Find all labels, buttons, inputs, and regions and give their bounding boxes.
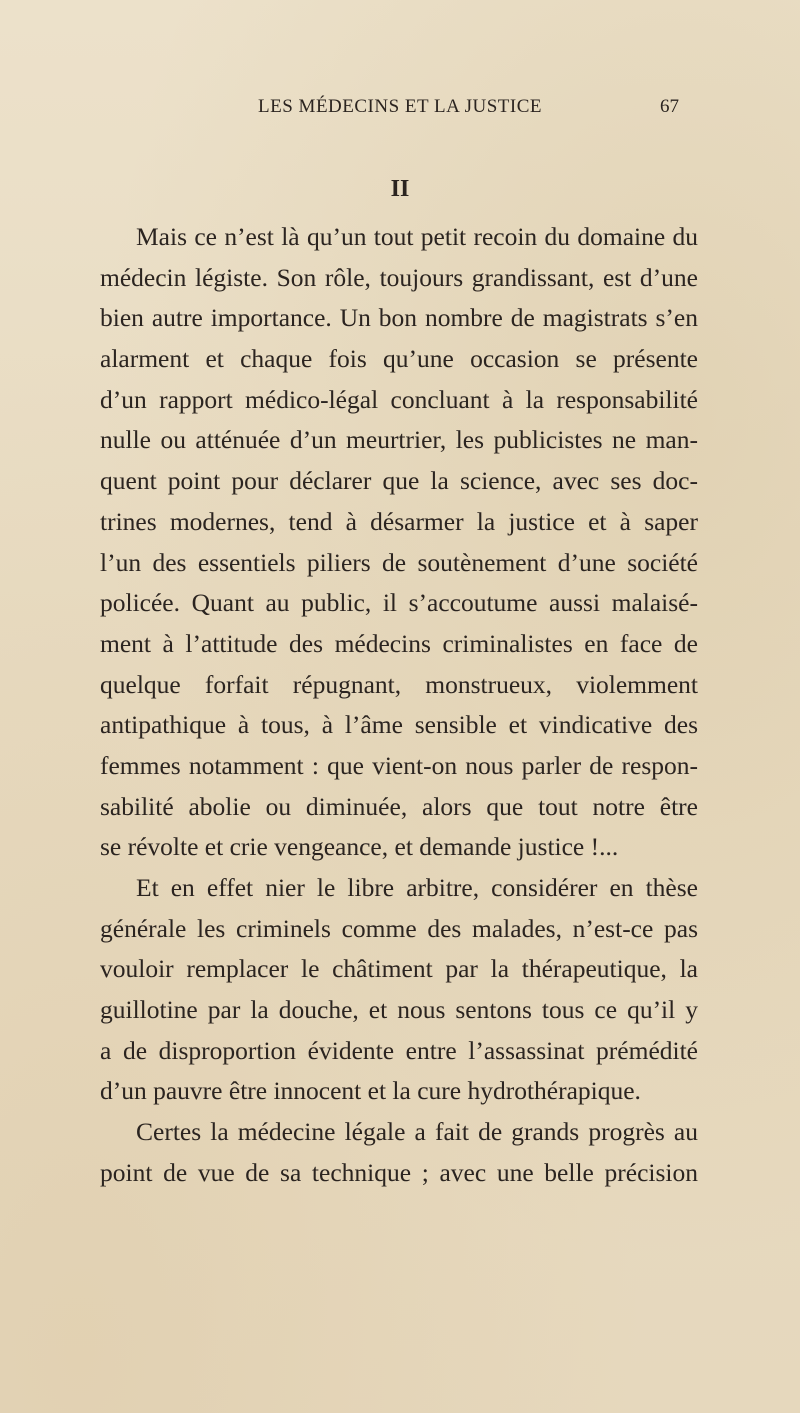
text-line: Et en effet nier le libre arbitre, considérer en thèse <box>136 873 698 902</box>
text-line: ment à l’attitude des médecins criminalistes en face de <box>100 628 698 658</box>
text-line: quent point pour déclarer que la science, avec ses doc- <box>100 466 698 496</box>
text-line: policée. Quant au public, il s’accoutume aussi malaisé- <box>100 588 698 618</box>
text-line: Mais ce n’est là qu’un tout petit recoin du domaine du <box>136 222 698 251</box>
text-line: l’un des essentiels piliers de soutènement d’une société <box>100 547 698 577</box>
text-line: bien autre importance. Un bon nombre de magistrats s’en <box>100 303 698 333</box>
page-number: 67 <box>660 96 679 117</box>
body-text <box>100 217 698 1194</box>
text-line: vouloir remplacer le châtiment par la thérapeutique, la <box>100 954 698 984</box>
section-heading: II <box>390 176 410 202</box>
text-line: sabilité abolie ou diminuée, alors que tout notre être <box>100 791 698 821</box>
text-line: d’un pauvre être innocent et la cure hydrothérapique. <box>100 1076 641 1106</box>
text-line: point de vue de sa technique ; avec une belle précision <box>100 1157 698 1187</box>
text-line: trines modernes, tend à désarmer la justice et à saper <box>100 506 698 536</box>
text-line: nulle ou atténuée d’un meurtrier, les publicistes ne man- <box>100 425 698 455</box>
running-head <box>0 88 800 128</box>
text-line: générale les criminels comme des malades, n’est-ce pas <box>100 913 698 943</box>
text-line: d’un rapport médico-légal concluant à la responsabilité <box>100 384 698 414</box>
text-line: Certes la médecine légale a fait de grands progrès au <box>136 1117 698 1147</box>
running-title: LES MÉDECINS ET LA JUSTICE <box>258 96 542 117</box>
text-line: médecin légiste. Son rôle, toujours grandissant, est d’une <box>100 262 698 292</box>
text-line: antipathique à tous, à l’âme sensible et vindicative des <box>100 710 698 740</box>
text-line: se révolte et crie vengeance, et demande justice !... <box>100 832 619 862</box>
text-line: alarment et chaque fois qu’une occasion se présente <box>100 344 698 374</box>
text-line: femmes notamment : que vient-on nous parler de respon- <box>100 750 698 780</box>
text-line: a de disproportion évidente entre l’assassinat prémédité <box>100 1035 698 1065</box>
text-line: quelque forfait répugnant, monstrueux, violemment <box>100 669 698 699</box>
text-line: guillotine par la douche, et nous sentons tous ce qu’il y <box>100 995 698 1025</box>
